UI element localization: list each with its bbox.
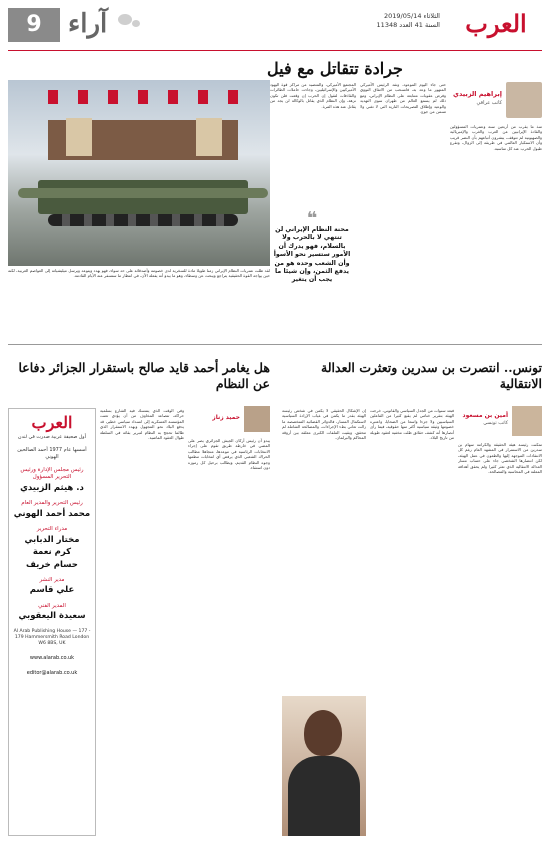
author-name[interactable]: أمين بن مسعود <box>462 412 508 419</box>
story3-byline <box>172 406 270 434</box>
imprint-box <box>8 408 96 836</box>
flag <box>108 90 118 104</box>
flag <box>168 90 178 104</box>
story3-column <box>100 408 184 836</box>
story3-column <box>188 438 270 836</box>
story1-headline[interactable]: جرادة تتقاتل مع فيل <box>267 59 403 78</box>
masthead <box>0 0 550 52</box>
page-number: 9 <box>8 8 60 42</box>
newspaper-logo[interactable]: العرب <box>450 9 542 39</box>
imprint-person: مختار الدبابي <box>24 534 80 545</box>
story1-byline <box>450 82 542 120</box>
portrait-poster <box>66 118 92 156</box>
section-divider <box>8 344 542 345</box>
story2-column <box>458 442 542 836</box>
author-avatar <box>244 406 270 432</box>
story1-column <box>360 82 446 336</box>
author-role: كاتب تونسي <box>483 421 508 426</box>
paragraph: لقد ظلت عنتريات النظام الإيراني زمنا طويلا مادة للسخرية لدى خصومه وأصدقائه على حد سواء، فهو يهدد ويتوعد ويرسل ميليشياته إلى العواصم العربية، لكنه حين يواجه القوة الحقيقية يتراجع ويبحث عن وسطاء، وهو ما يبدو أنه يفعله الآن، في انتظار ما ستسفر عنه الأيام القادمة. <box>8 268 270 279</box>
flag <box>78 90 88 104</box>
imprint-role: رئيس مجلس الإدارة ورئيس التحرير المسؤول <box>20 466 84 481</box>
paragraph: يبدو أن رئيس أركان الجيش الجزائري يصر على المضي في خارطة طريق تقوم على إجراء الانتخابات الرئاسية في موعدها، متجاهلا مطالب الحراك الشعبي الذي يرفض أي انتخابات تنظمها وجوه النظام القديم، ويطالب برحيل كل رموزه دون استثناء. <box>188 438 270 470</box>
imprint-role: المدير الفني <box>38 602 66 609</box>
imprint-person: سعيدة اليعقوبي <box>18 611 86 622</box>
author-avatar <box>506 82 542 118</box>
speech-bubble-icon <box>118 14 132 25</box>
person-head <box>304 710 342 756</box>
issue-info <box>370 12 440 30</box>
issue-date: الثلاثاء 2019/05/14 <box>383 12 440 20</box>
flag <box>48 90 58 104</box>
truck-wheels <box>48 214 238 226</box>
author-name[interactable]: إبراهيم الزبيدي <box>453 90 502 98</box>
paragraph: وفي الوقت الذي يتمسك فيه الشارع بسلمية حراكه، تتصاعد المخاوف من أن يؤدي تعنت المؤسسة العسكرية إلى انسداد سياسي خطير، قد يدفع البلاد نحو المجهول ويهدد الاستقرار الذي طالما تحجج به النظام لتبرير بقائه في السلطة طوال العقود الماضية. <box>100 408 184 440</box>
paragraph: منذ ما يقرب من أربعين سنة وعنتريات المسؤولين والقادة الإيرانيين عن العرب والغرب والإمبريالية والصهيونية لم تتوقف، يبشرون أتباعهم بأن النصر قريب وأن الاستكبار العالمي في طريقه إلى الزوال، وتقرع طبول الحرب عند كل مناسبة. <box>450 124 542 151</box>
story1-column <box>450 124 542 336</box>
author-avatar <box>512 406 542 436</box>
story1-photo <box>8 80 270 266</box>
paragraph: المجتمع الأميركي، والمتصيد من مراكز قوة اليهود الأميركيين والإسرائيليين، وجاءت حاملات الطائرات والقاذفات لتقول إن الحرب إن وقعت فلن تكون نزهة، وإن النظام الذي يقاتل بالوكالة لن يجد من يقاتل عنه هذه المرة. <box>270 82 356 109</box>
portrait-poster <box>196 118 222 156</box>
imprint-role: مدراء التحرير <box>36 526 68 533</box>
masthead-rule <box>8 50 542 51</box>
imprint-email[interactable]: editor@alarab.co.uk <box>26 669 78 676</box>
speech-bubble-small-icon <box>132 20 140 27</box>
author-name[interactable]: حميد زناز <box>212 414 240 421</box>
imprint-address: Al Arab Publishing House — 177 - 179 Hammersmith Road London W6 8BS, UK <box>13 628 91 646</box>
flag <box>138 90 148 104</box>
story3-headline[interactable]: هل يغامر أحمد قايد صالح باستقرار الجزائر دفاعا عن النظام <box>18 360 270 391</box>
imprint-person: د. هيثم الزبيدي <box>20 482 84 493</box>
author-role: كاتب عراقي <box>476 100 502 106</box>
paragraph: حتى جاء اليوم الموعود، ونفد الرئيس الأميركي المتهور ما وعد به، فانسحب من الاتفاق النووي وفرض عقوبات متتابعة على النظام الإيراني، ومع ذلك لم يسمع العالم من طهران سوى التهديد والوعيد وإطلاق التصريحات النارية التي لا تغني ولا تسمن من جوع. <box>360 82 446 114</box>
missile-truck <box>38 180 248 214</box>
imprint-website[interactable]: www.alarab.co.uk <box>29 654 75 661</box>
imprint-founded: أسسها عام 1977 أحمد الصالحين الهوني <box>17 447 87 461</box>
flag <box>228 90 238 104</box>
imprint-person: حسام خريف <box>26 559 78 570</box>
imprint-person: محمد أحمد الهوني <box>13 508 91 519</box>
story2-column <box>370 408 454 836</box>
person-body <box>288 756 360 836</box>
story2-column <box>282 408 366 694</box>
issue-number: السنة 41 العدد 11348 <box>376 21 440 29</box>
quote-mark-icon: ❝ <box>306 208 318 229</box>
imprint-role: رئيس التحرير والمدير العام <box>21 500 83 507</box>
imprint-logo: العرب <box>31 413 73 432</box>
paragraph: إن الإشكال الحقيقي لا يكمن في شخص رئيسة الهيئة بقدر ما يكمن في غياب الإرادة السياسية لاستكمال المسار، فالدوائر القضائية المتخصصة ما زالت تعاني بطء الإجراءات، والمصالحة الشاملة لم تتحقق، وبقيت الملفات الكبرى معلقة بين أروقة المحاكم والبرلمان. <box>282 408 366 440</box>
story2-photo <box>282 696 366 836</box>
paragraph: فبعد سنوات من الجدل السياسي والقانوني، خرجت الهيئة بتقرير ختامي لم يقنع كثيرا من الفاعلين السياسيين ولا جزءا واسعا من الضحايا، واعتبره خصومها وثيقة سياسية أكثر منها حقوقية، فيما رأى أنصارها أنه كشف حقائق ظلت مخفية لعقود طويلة من تاريخ البلاد. <box>370 408 454 440</box>
section-name[interactable]: آراء <box>68 9 108 39</box>
imprint-person: علي قاسم <box>29 585 75 596</box>
imprint-role: مدير النشر <box>39 577 65 583</box>
flag <box>198 90 208 104</box>
flags-decoration <box>38 90 240 106</box>
pullquote-text: محنة النظام الإيراني لن تنتهي لا بالحرب ولا بالسلام، فهو يدرك أن الأمور ستسير نحو الأسوأ وأن الشعب وحده هو من يدفع الثمن، وإن شيئا ما يجب أن يتغير <box>273 226 351 284</box>
imprint-person: كرم نعمة <box>32 547 72 558</box>
paragraph: تمكنت رئيسة هيئة الحقيقة والكرامة سهام بن سدرين من الاستمرار في المشهد العام رغم كل الانتقادات الموجهة إليها والطعون في عمل الهيئة، لكن انتصارها الشخصي جاء على حساب مسار العدالة الانتقالية الذي تعثر كثيرا ولم يحقق أهدافه المعلنة في المحاسبة والمصالحة. <box>458 442 542 474</box>
imprint-subtitle: أول صحيفة عربية صدرت في لندن <box>18 435 86 440</box>
story2-headline[interactable]: تونس.. انتصرت بن سدرين وتعثرت العدالة الانتقالية <box>321 360 542 391</box>
story1-pullquote <box>272 208 352 336</box>
story1-column <box>8 268 270 336</box>
